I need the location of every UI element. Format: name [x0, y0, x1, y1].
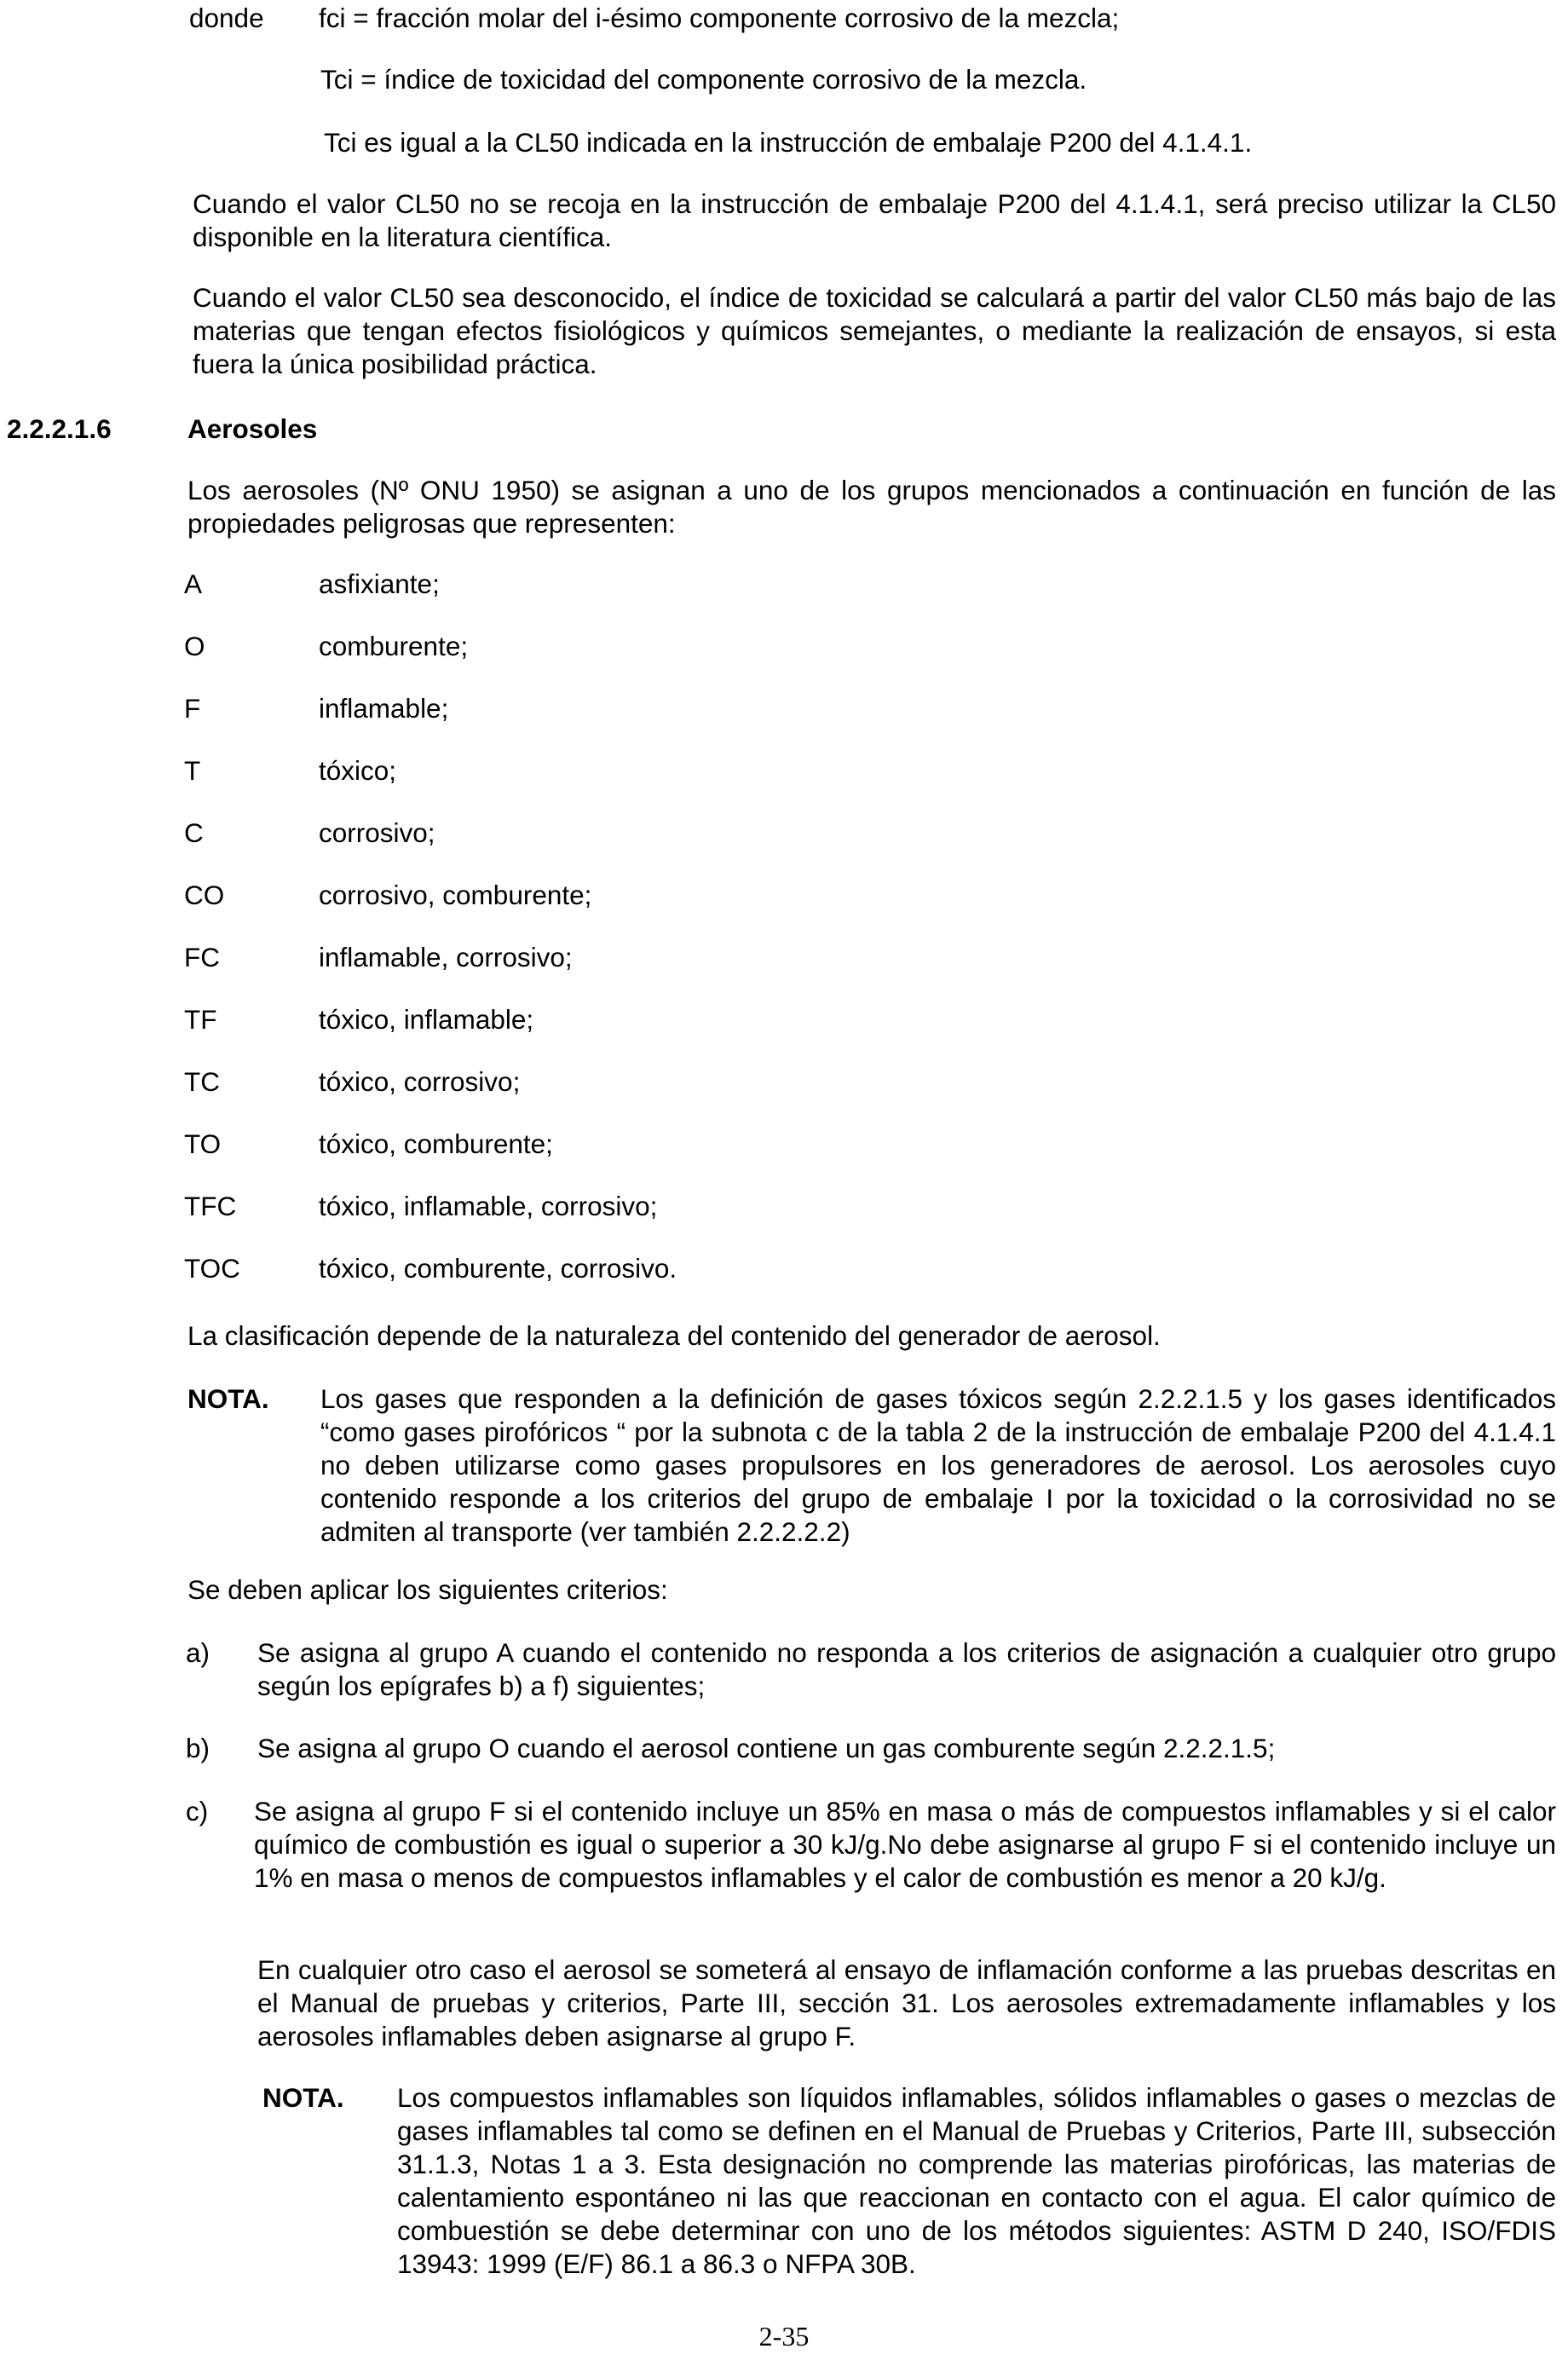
note-label: NOTA. — [187, 1383, 269, 1414]
criterion-c-continuation: En cualquier otro caso el aerosol se someterá al ensayo de inflamación conforme a las pruebas descritas en el Manual de pruebas y criterios, Parte III, sección 31. Los aerosoles extremadamente inflamables y los aerosoles inflamables deben asignarse al grupo F. — [257, 1954, 1556, 2051]
group-code: TOC — [184, 1253, 240, 1284]
fci-definition: fci = fracción molar del i-ésimo componente corrosivo de la mezcla; — [319, 3, 1120, 33]
criteria-intro: Se deben aplicar los siguientes criterios: — [187, 1574, 668, 1605]
group-description: tóxico, corrosivo; — [319, 1066, 521, 1097]
group-code: TO — [184, 1128, 222, 1159]
criterion-letter: a) — [186, 1637, 210, 1668]
group-code: FC — [184, 942, 220, 972]
group-code: A — [184, 568, 203, 599]
tci-definition: Tci = índice de toxicidad del componente corrosivo de la mezcla. — [320, 64, 1087, 95]
criterion-text: Se asigna al grupo O cuando el aerosol contiene un gas comburente según 2.2.2.1.5; — [257, 1733, 1276, 1763]
aerosol-groups-list — [0, 568, 1568, 1301]
section-intro: Los aerosoles (Nº ONU 1950) se asignan a uno de los grupos mencionados a continuación en función de las propiedades peligrosas que representen: — [187, 475, 1556, 539]
criterion-text: Se asigna al grupo A cuando el contenido no responda a los criterios de asignación a cualquier otro grupo según los epígrafes b) a f) siguientes; — [257, 1637, 1556, 1701]
paragraph-cl50-unknown: Cuando el valor CL50 sea desconocido, el índice de toxicidad se calculará a partir del valor CL50 más bajo de las materias que tengan efectos fisiológicos y químicos semejantes, o mediante la realización de ensayos, si esta fuera la única posibilidad práctica. — [193, 282, 1556, 379]
group-code: TF — [184, 1004, 217, 1035]
group-description: tóxico, comburente, corrosivo. — [319, 1253, 677, 1284]
group-description: inflamable; — [319, 693, 449, 724]
paragraph-cl50-missing: Cuando el valor CL50 no se recoja en la instrucción de embalaje P200 del 4.1.4.1, será preciso utilizar la CL50 disponible en la literatura científica. — [193, 188, 1556, 252]
group-code: C — [184, 817, 204, 848]
group-description: tóxico; — [319, 755, 397, 786]
group-code: O — [184, 631, 205, 661]
criteria-list — [0, 1636, 1568, 1935]
note-text: Los gases que responden a la definición de gases tóxicos según 2.2.2.1.5 y los gases identificados “como gases pirofóricos “ por la subnota c de la tabla 2 de la instrucción de embalaje P200 del 4.1.4.1 no deben utilizarse como gases propulsores en los generadores de aerosol. Los aerosoles cuyo contenido responde a los criterios del grupo de embalaje I por la toxicidad o la corrosividad no se admiten al transporte (ver también 2.2.2.2.2) — [320, 1383, 1556, 1547]
note-label: NOTA. — [262, 2082, 344, 2113]
group-code: T — [184, 755, 201, 786]
group-description: inflamable, corrosivo; — [319, 942, 573, 972]
group-description: tóxico, comburente; — [319, 1128, 553, 1159]
group-description: corrosivo, comburente; — [319, 880, 592, 910]
group-code: TC — [184, 1066, 220, 1097]
group-description: asfixiante; — [319, 568, 440, 599]
criterion-letter: b) — [186, 1733, 210, 1763]
note-text: Los compuestos inflamables son líquidos inflamables, sólidos inflamables o gases o mezclas de gases inflamables tal como se definen en el Manual de Pruebas y Criterios, Parte III, subsección 31.1.3, Notas 1 a 3. Esta designación no comprende las materias pirofóricas, las materias de calentamiento espontáneo ni las que reaccionan en contacto con el agua. El calor químico de combuestión se debe determinar con uno de los métodos siguientes: ASTM D 240, ISO/FDIS 13943: 1999 (E/F) 86.1 a 86.3 o NFPA 30B. — [397, 2082, 1556, 2279]
criterion-letter: c) — [186, 1796, 209, 1826]
section-title: Aerosoles — [187, 413, 318, 444]
group-description: tóxico, inflamable; — [319, 1004, 534, 1035]
group-description: comburente; — [319, 631, 469, 661]
criterion-text: Se asigna al grupo F si el contenido incluye un 85% en masa o más de compuestos inflamables y si el calor químico de combustión es igual o superior a 30 kJ/g.No debe asignarse al grupo F si el contenido incluye un 1% en masa o menos de compuestos inflamables y el calor de combustión es menor a 20 kJ/g. — [254, 1796, 1556, 1893]
section-number: 2.2.2.1.6 — [7, 413, 112, 444]
page-number: 2-35 — [758, 2321, 810, 2352]
group-description: tóxico, inflamable, corrosivo; — [319, 1191, 658, 1221]
group-code: CO — [184, 880, 225, 910]
donde-label: donde — [189, 3, 264, 33]
group-code: F — [184, 693, 201, 724]
group-description: corrosivo; — [319, 817, 435, 848]
classification-paragraph: La clasificación depende de la naturaleza del contenido del generador de aerosol. — [187, 1320, 1161, 1351]
tci-note: Tci es igual a la CL50 indicada en la instrucción de embalaje P200 del 4.1.4.1. — [324, 127, 1253, 158]
group-code: TFC — [184, 1191, 237, 1221]
